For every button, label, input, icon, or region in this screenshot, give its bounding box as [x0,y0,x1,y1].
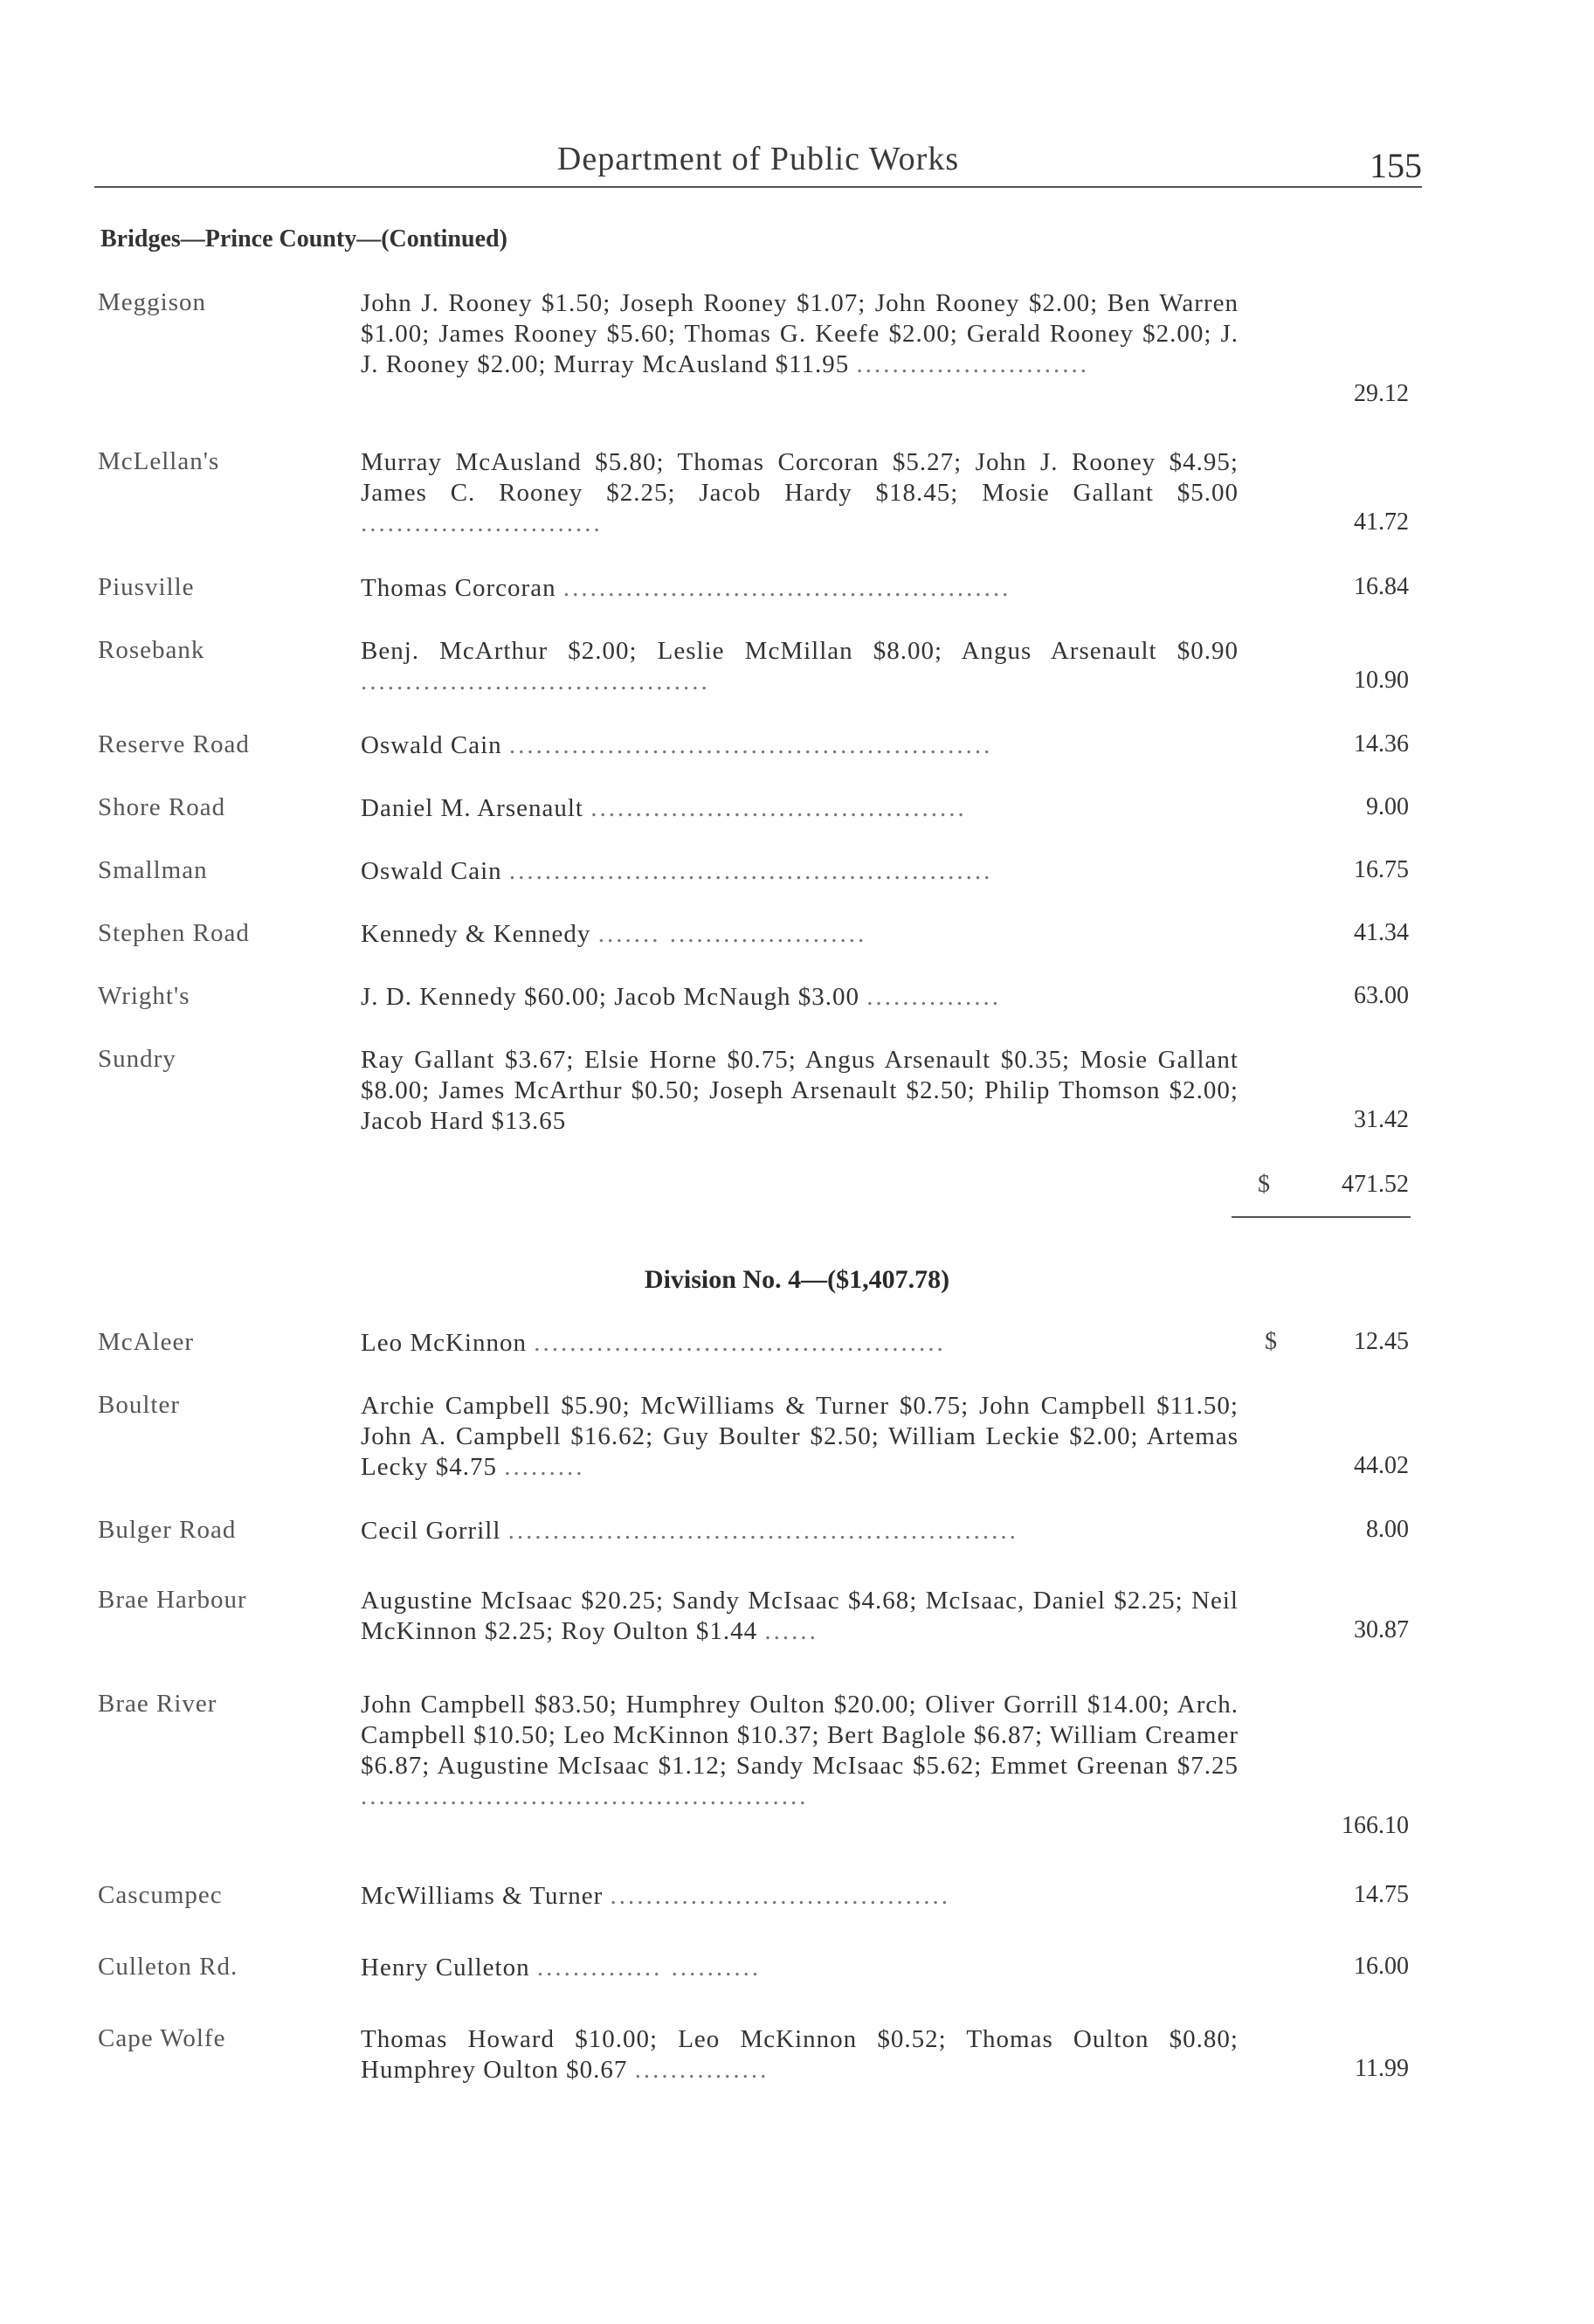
entry-amount: 41.72 [1354,508,1409,536]
entry-description: Leo McKinnon .............................................. [361,1329,946,1357]
page-number: 155 [1370,146,1422,185]
entry-amount: 14.75 [1354,1881,1409,1908]
entry-amount: 16.84 [1354,573,1409,600]
entry-description: Oswald Cain ...................................................... [361,731,993,759]
place-name: Rosebank [98,636,205,664]
place-name: Wright's [98,982,190,1010]
entry-amount: 16.75 [1354,856,1409,883]
entry-amount: 63.00 [1354,982,1409,1009]
entry-description: Cecil Gorrill ......................................................... [361,1517,1018,1545]
page-title: Department of Public Works [556,141,960,177]
entry-amount: 16.00 [1354,1953,1409,1980]
place-name: Cape Wolfe [98,2024,226,2052]
entry-amount: 14.36 [1354,730,1409,757]
entry-description: Oswald Cain ...................................................... [361,857,993,885]
entry-description: McWilliams & Turner ...................................... [361,1882,950,1910]
place-name: Sundry [98,1045,176,1073]
place-name: Brae River [98,1690,217,1718]
entry-description: Archie Campbell $5.90; McWilliams & Turner $0.75; John Campbell $11.50; John A. Campbell $16.62; Guy Boulter $2.50; William Leckie $2.00; Artemas Lecky $4.75 ......... [361,1392,1239,1481]
entry-description: Daniel M. Arsenault .......................................... [361,794,967,822]
place-name: Reserve Road [98,730,250,758]
place-name: McAleer [98,1328,195,1356]
entry-description: J. D. Kennedy $60.00; Jacob McNaugh $3.00 ............... [361,983,1001,1011]
section-total: 471.52 [1342,1171,1409,1198]
entry-description: Benj. McArthur $2.00; Leslie McMillan $8.00; Angus Arsenault $0.90 ....................................... [361,637,1239,695]
entry-amount: 12.45 [1354,1328,1409,1355]
entry-amount: 11.99 [1355,2055,1409,2082]
running-head [94,140,1422,190]
place-name: Smallman [98,856,208,884]
entry-amount: 44.02 [1354,1452,1409,1479]
entry-amount: 166.10 [1342,1812,1409,1839]
entry-description: Murray McAusland $5.80; Thomas Corcoran $5.27; John J. Rooney $4.95; James C. Rooney $2.25; Jacob Hardy $18.45; Mosie Gallant $5.00 ........................... [361,448,1239,537]
place-name: Bulger Road [98,1516,237,1544]
entry-description: Kennedy & Kennedy ....... ...................... [361,920,867,948]
entry-description: Ray Gallant $3.67; Elsie Horne $0.75; Angus Arsenault $0.35; Mosie Gallant $8.00; James McArthur $0.50; Joseph Arsenault $2.50; Philip Thomson $2.00; Jacob Hard $13.65 [361,1046,1239,1135]
entry-description: John J. Rooney $1.50; Joseph Rooney $1.07; John Rooney $2.00; Ben Warren $1.00; James Rooney $5.60; Thomas G. Keefe $2.00; Gerald Rooney $2.00; J. J. Rooney $2.00; Murray McAusland $11.95 .......................... [361,289,1239,378]
section-heading: Bridges—Prince County—(Continued) [100,225,507,252]
place-name: Stephen Road [98,919,250,947]
place-name: Culleton Rd. [98,1953,238,1981]
total-currency-sign: $ [1258,1171,1270,1198]
entry-amount: 41.34 [1354,919,1409,946]
division-heading: Division No. 4—($1,407.78) [644,1265,950,1294]
entry-amount: 10.90 [1354,667,1409,694]
place-name: Brae Harbour [98,1586,247,1614]
place-name: Boulter [98,1391,180,1419]
place-name: McLellan's [98,447,220,475]
entry-amount: 31.42 [1354,1106,1409,1133]
entry-currency-sign: $ [1265,1328,1277,1355]
place-name: Cascumpec [98,1881,223,1909]
entry-amount: 9.00 [1366,793,1409,820]
place-name: Meggison [98,288,206,316]
place-name: Shore Road [98,793,226,821]
header-rule [94,186,1422,188]
entry-amount: 30.87 [1354,1616,1409,1643]
entry-description: Augustine McIsaac $20.25; Sandy McIsaac $4.68; McIsaac, Daniel $2.25; Neil McKinnon $2.25; Roy Oulton $1.44 ...... [361,1587,1239,1645]
total-rule [1232,1216,1411,1218]
entry-amount: 8.00 [1366,1516,1409,1543]
place-name: Piusville [98,573,195,601]
entry-description: Thomas Howard $10.00; Leo McKinnon $0.52; Thomas Oulton $0.80; Humphrey Oulton $0.67 ............... [361,2025,1239,2084]
entry-amount: 29.12 [1354,380,1409,407]
entry-description: Thomas Corcoran .................................................. [361,574,1011,602]
entry-description: John Campbell $83.50; Humphrey Oulton $20.00; Oliver Gorrill $14.00; Arch. Campbell $10.50; Leo McKinnon $10.37; Bert Baglole $6.87; William Creamer $6.87; Augustine McIsaac $1.12; Sandy McIsaac $5.62; Emmet Greenan $7.25 .................................................. [361,1691,1239,1810]
entry-description: Henry Culleton .............. .......... [361,1954,762,1982]
